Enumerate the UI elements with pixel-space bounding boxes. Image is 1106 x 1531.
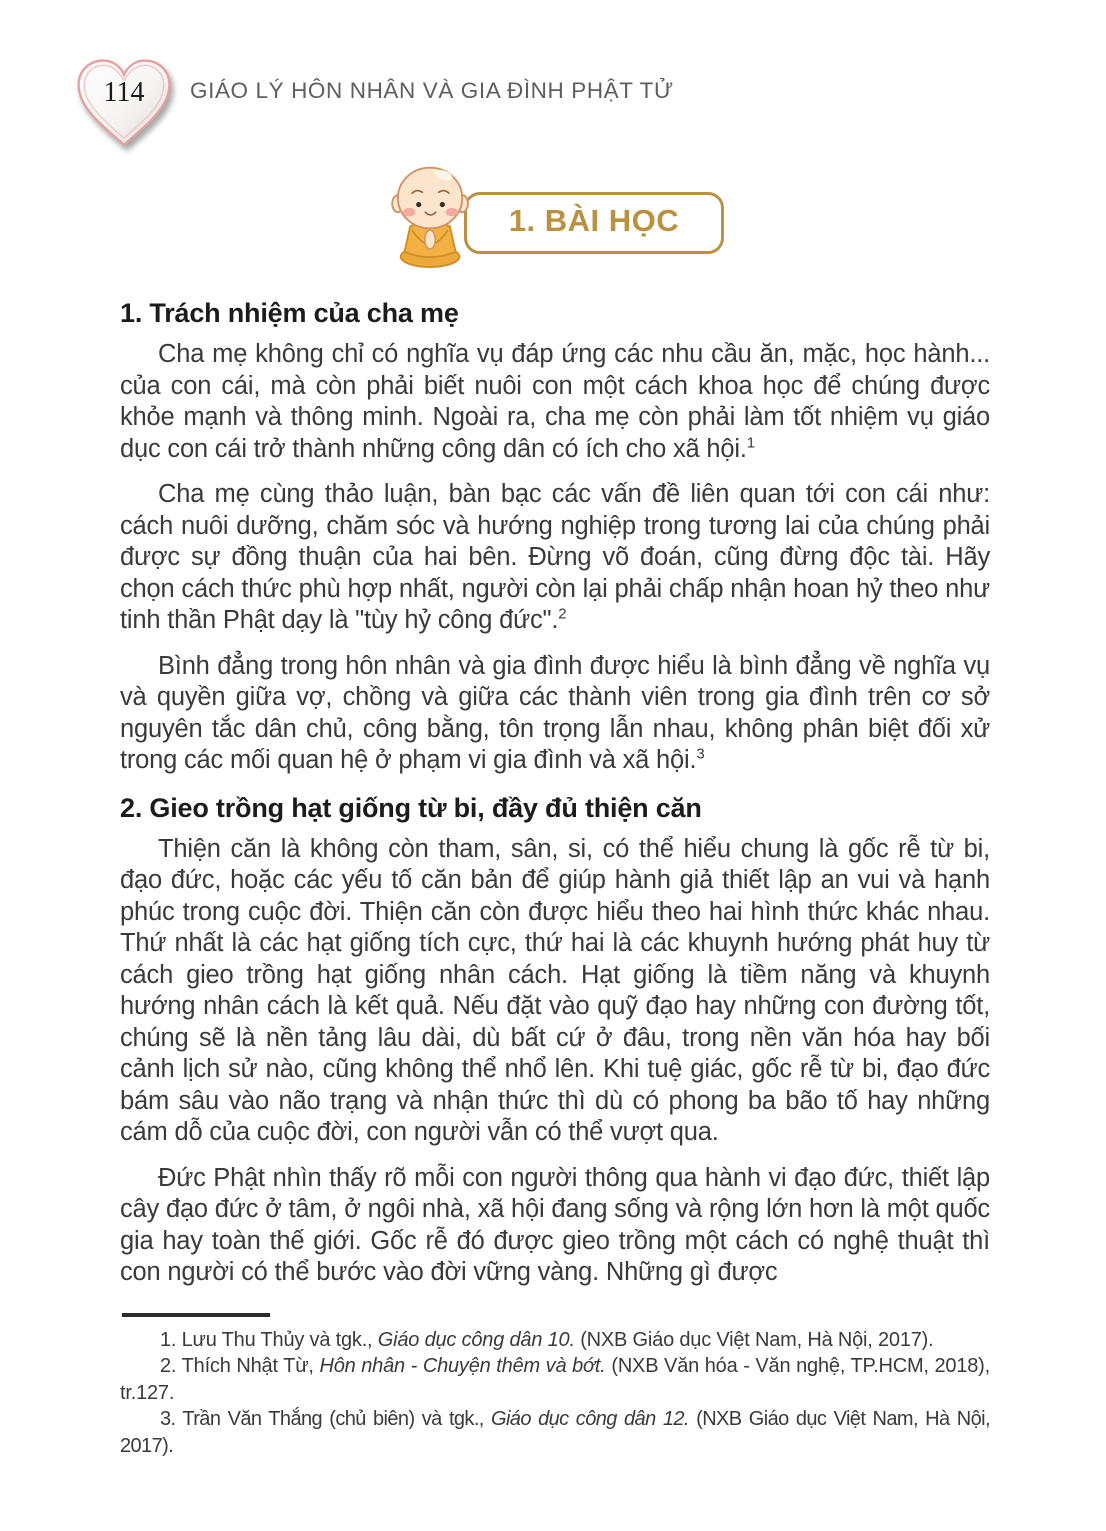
running-title: GIÁO LÝ HÔN NHÂN VÀ GIA ĐÌNH PHẬT TỬ bbox=[190, 78, 674, 103]
footnote-text: 3. Trần Văn Thắng (chủ biên) và tgk., bbox=[160, 1408, 491, 1430]
paragraph-text: Bình đẳng trong hôn nhân và gia đình được hiểu là bình đẳng về nghĩa vụ và quyền giữa vợ, chồng và giữa các thành viên trong gia đình trên cơ sở nguyên tắc dân chủ, công bằng, tôn trọng lẫn nhau, không phân biệt đối xử trong các mối quan hệ ở phạm vi gia đình và xã hội. bbox=[120, 651, 990, 774]
paragraph bbox=[120, 651, 990, 777]
footnote-book-title: Giáo dục công dân 12. bbox=[491, 1408, 689, 1430]
footnote-2 bbox=[120, 1353, 990, 1406]
footnote-book-title: Hôn nhân - Chuyện thêm và bớt. bbox=[319, 1355, 606, 1377]
footnote-ref-3: 3 bbox=[696, 745, 705, 763]
paragraph-text: Thiện căn là không còn tham, sân, si, có thể hiểu chung là gốc rễ từ bi, đạo đức, hoặc các yếu tố căn bản để giúp hành giả thiết lập an vui và hạnh phúc trong cuộc đời. Thiện căn còn được hiểu theo hai hình thức khác nhau. Thứ nhất là các hạt giống tích cực, thứ hai là các khuynh hướng phát huy từ cách gieo trồng hạt giống nhân cách. Hạt giống là tiềm năng và khuynh hướng nhân cách là kết quả. Nếu đặt vào quỹ đạo hay những con đường tốt, chúng sẽ là nền tảng lâu dài, dù bất cứ ở đâu, trong nền văn hóa hay bối cảnh lịch sử nào, cũng không thể nhổ lên. Khi tuệ giác, gốc rễ từ bi, đạo đức bám sâu vào não trạng và nhận thức thì dù có phong ba bão tố hay những cám dỗ của cuộc đời, con người vẫn có thể vượt qua. bbox=[120, 834, 990, 1146]
footnote-ref-2: 2 bbox=[558, 605, 567, 623]
footnote-text: (NXB Giáo dục Việt Nam, Hà Nội, 2017). bbox=[574, 1328, 934, 1351]
paragraph bbox=[120, 479, 990, 637]
footnote-text: (NXB Giáo dục Việt Nam, Hà Nội, 2017). bbox=[120, 1408, 990, 1457]
lesson-badge-pill bbox=[464, 192, 724, 254]
footnote-ref-1: 1 bbox=[746, 434, 755, 451]
section-heading-2: 2. Gieo trồng hạt giống từ bi, đầy đủ thiện căn bbox=[120, 792, 702, 823]
footnote-separator bbox=[122, 1313, 270, 1317]
footnote-book-title: Giáo dục công dân 10. bbox=[377, 1328, 575, 1351]
footnote-text: (NXB Văn hóa - Văn nghệ, TP.HCM, 2018), tr.127. bbox=[120, 1355, 990, 1404]
paragraph bbox=[120, 1163, 990, 1289]
page-number: 114 bbox=[103, 77, 145, 109]
praying-monk-icon bbox=[382, 162, 480, 268]
lesson-badge-label: 1. BÀI HỌC bbox=[508, 203, 680, 238]
footnote-text: 2. Thích Nhật Từ, bbox=[160, 1355, 320, 1377]
paragraph bbox=[120, 834, 990, 1149]
page-content bbox=[0, 268, 1106, 1459]
footnote-1 bbox=[120, 1327, 990, 1354]
page-header bbox=[0, 0, 1106, 152]
page-number-badge bbox=[72, 56, 176, 152]
lesson-badge bbox=[0, 158, 1106, 268]
paragraph-text: Đức Phật nhìn thấy rõ mỗi con người thông qua hành vi đạo đức, thiết lập cây đạo đức ở tâm, ở ngôi nhà, xã hội đang sống và rộng lớn hơn là một quốc gia hay toàn thế giới. Gốc rễ đó được gieo trồng một cách có nghệ thuật thì con người có thể bước vào đời vững vàng. Những gì được bbox=[120, 1163, 990, 1286]
footnote-text: 1. Lưu Thu Thủy và tgk., bbox=[160, 1328, 378, 1351]
paragraph-text: Cha mẹ cùng thảo luận, bàn bạc các vấn đề liên quan tới con cái như: cách nuôi dưỡng, chăm sóc và hướng nghiệp trong tương lai của chúng phải được sự đồng thuận của hai bên. Đừng võ đoán, cũng đừng độc tài. Hãy chọn cách thức phù hợp nhất, người còn lại phải chấp nhận hoan hỷ theo như tinh thần Phật dạy là "tùy hỷ công đức". bbox=[120, 480, 990, 634]
paragraph bbox=[120, 339, 990, 465]
section-heading-1: 1. Trách nhiệm của cha mẹ bbox=[120, 298, 459, 328]
footnote-3 bbox=[120, 1406, 990, 1459]
paragraph-text: Cha mẹ không chỉ có nghĩa vụ đáp ứng các nhu cầu ăn, mặc, học hành... của con cái, mà còn phải biết nuôi con một cách khoa học để chúng được khỏe mạnh và thông minh. Ngoài ra, cha mẹ còn phải làm tốt nhiệm vụ giáo dục con cái trở thành những công dân có ích cho xã hội. bbox=[120, 340, 990, 463]
